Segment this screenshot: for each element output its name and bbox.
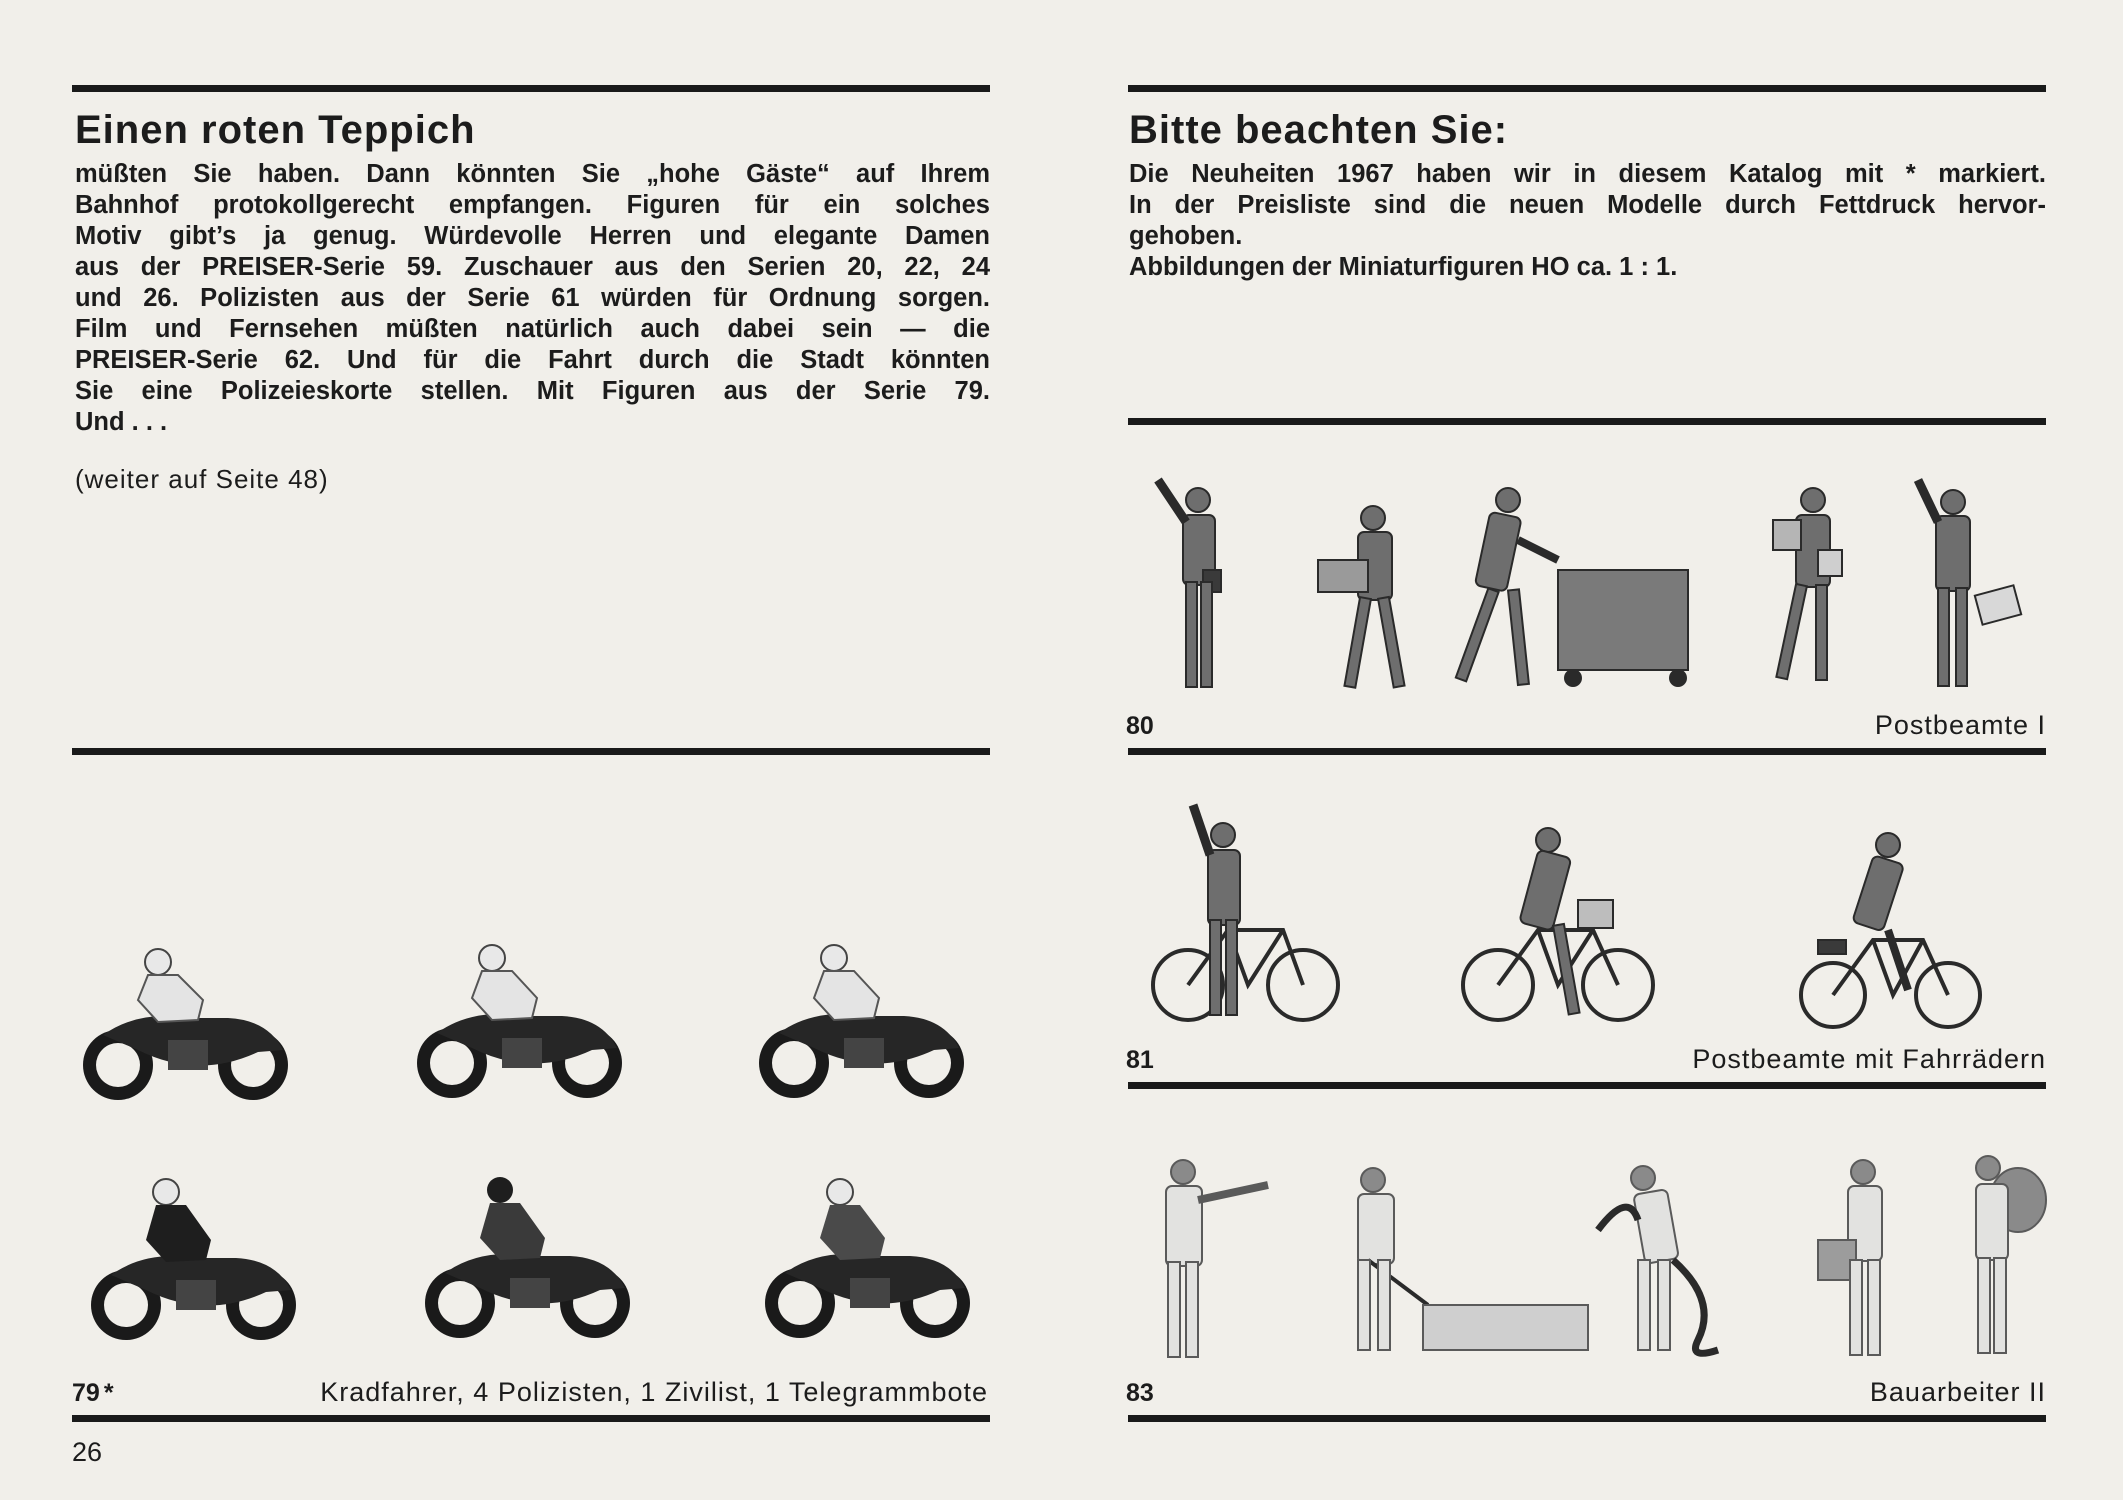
postal-worker-waving bbox=[1158, 480, 1221, 687]
postal-worker-carrying-crate bbox=[1318, 506, 1405, 688]
construction-worker-carrying-bucket bbox=[1818, 1160, 1882, 1355]
rule-left-figures-top bbox=[72, 748, 990, 755]
figure-81-number: 81 bbox=[1126, 1046, 1154, 1074]
right-body-end bbox=[1129, 221, 2046, 283]
figure-80-number: 80 bbox=[1126, 712, 1154, 740]
rule-right-80-bottom bbox=[1128, 748, 2046, 755]
left-line: müßten Sie haben. Dann könnten Sie „hohe Gäste“ auf Ihrem bbox=[75, 160, 990, 188]
page-number: 26 bbox=[72, 1437, 103, 1467]
figure-80-postal-workers bbox=[1128, 470, 2046, 700]
postal-worker-with-parcels bbox=[1773, 488, 1842, 680]
left-line: PREISER-Serie 62. Und für die Fahrt durch die Stadt könnten bbox=[75, 346, 990, 374]
figure-83-caption: Bauarbeiter II bbox=[1869, 1377, 2046, 1407]
figure-79-caption: Kradfahrer, 4 Polizisten, 1 Zivilist, 1 Telegrammbote bbox=[320, 1377, 988, 1407]
new-marker: * bbox=[103, 1379, 114, 1407]
postal-cyclist-pushing bbox=[1463, 828, 1653, 1020]
right-body bbox=[1129, 159, 2046, 221]
left-line: aus der PREISER-Serie 59. Zuschauer aus den Serien 20, 22, 24 bbox=[75, 253, 990, 281]
construction-worker-pointing bbox=[1166, 1160, 1268, 1357]
left-line: Bahnhof protokollgerecht empfangen. Figuren für ein solches bbox=[75, 191, 990, 219]
right-article bbox=[1129, 108, 2046, 283]
rule-left-bottom bbox=[72, 1415, 990, 1422]
postal-cyclist-standing bbox=[1153, 805, 1338, 1020]
rule-right-bottom bbox=[1128, 1415, 2046, 1422]
construction-worker-with-sack bbox=[1976, 1156, 2046, 1353]
left-line: Film und Fernsehen müßten natürlich auch dabei sein — die bbox=[75, 315, 990, 343]
figure-79-number bbox=[72, 1379, 114, 1408]
postal-worker-with-envelope bbox=[1918, 480, 2021, 686]
motorcycle-police-2 bbox=[417, 945, 622, 1098]
figure-79-number-text: 79 bbox=[72, 1379, 100, 1407]
left-heading: Einen roten Teppich bbox=[75, 108, 476, 152]
figure-80-caption: Postbeamte I bbox=[1874, 710, 2046, 740]
construction-worker-shoveling bbox=[1358, 1168, 1428, 1350]
concrete-form-box bbox=[1423, 1305, 1588, 1350]
right-line: gehoben. bbox=[1129, 222, 1243, 250]
rule-right-81-bottom bbox=[1128, 1082, 2046, 1089]
figure-81-postal-cyclists bbox=[1128, 790, 2046, 1030]
right-line: In der Preisliste sind die neuen Modelle durch Fettdruck hervor- bbox=[1129, 191, 2046, 219]
continue-note: (weiter auf Seite 48) bbox=[75, 464, 329, 494]
top-rule-right bbox=[1128, 85, 2046, 92]
motorcycle-civilian bbox=[425, 1177, 630, 1338]
top-rule-left bbox=[72, 85, 990, 92]
left-body bbox=[75, 159, 990, 407]
motorcycle-police-3 bbox=[759, 945, 964, 1098]
motorcycle-police-1 bbox=[83, 949, 288, 1100]
right-line: Abbildungen der Miniaturfiguren HO ca. 1 : 1. bbox=[1129, 253, 1678, 281]
postal-worker-pushing-cart bbox=[1456, 488, 1688, 686]
left-article bbox=[75, 108, 990, 495]
figure-79-motorcyclists bbox=[72, 920, 990, 1360]
construction-worker-with-hose bbox=[1598, 1166, 1718, 1353]
left-last-line: Und . . . bbox=[75, 408, 168, 436]
postal-cyclist-riding bbox=[1801, 833, 1980, 1027]
motorcycle-telegram-messenger bbox=[765, 1179, 970, 1338]
left-line: und 26. Polizisten aus der Serie 61 würden für Ordnung sorgen. bbox=[75, 284, 990, 312]
right-heading: Bitte beachten Sie: bbox=[1129, 108, 1509, 152]
left-line: Motiv gibt’s ja genug. Würdevolle Herren und elegante Damen bbox=[75, 222, 990, 250]
left-line: Sie eine Polizeieskorte stellen. Mit Figuren aus der Serie 79. bbox=[75, 377, 990, 405]
figure-81-caption: Postbeamte mit Fahrrädern bbox=[1692, 1044, 2046, 1074]
right-line: Die Neuheiten 1967 haben wir in diesem Katalog mit * markiert. bbox=[1129, 160, 2046, 188]
motorcycle-police-4 bbox=[91, 1179, 296, 1340]
figure-83-construction-workers bbox=[1128, 1150, 2046, 1370]
mid-rule-right bbox=[1128, 418, 2046, 425]
figure-83-number: 83 bbox=[1126, 1379, 1154, 1407]
